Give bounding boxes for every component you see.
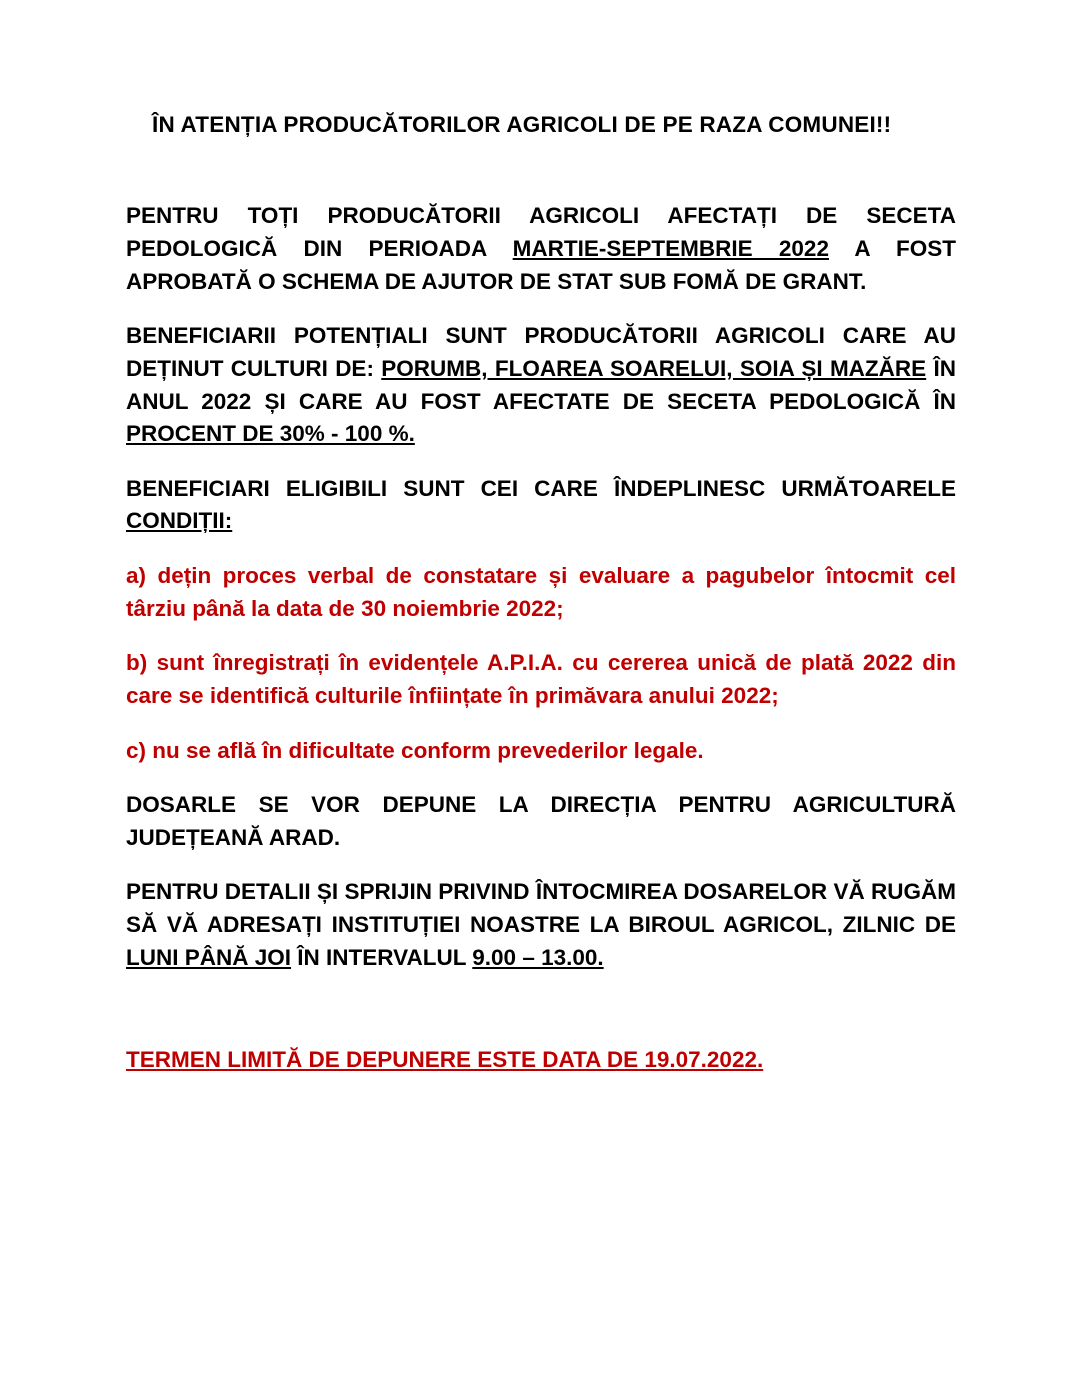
paragraph-submission-location bbox=[126, 789, 956, 854]
paragraph-condition-c bbox=[126, 735, 956, 768]
text-run: ÎN INTERVALUL bbox=[291, 944, 473, 970]
text-run-underlined: 9.00 – 13.00. bbox=[472, 944, 604, 970]
text-run-underlined: PORUMB, FLOAREA SOARELUI, SOIA ȘI MAZĂRE bbox=[381, 355, 927, 381]
text-run: PENTRU TOȚI PRODUCĂTORII AGRICOLI AFECTAȚI DE SECETA PEDOLOGICĂ DIN PERIOADA bbox=[126, 203, 956, 261]
paragraph-intro bbox=[126, 200, 956, 298]
vertical-spacer bbox=[126, 996, 956, 1044]
page-title: ÎN ATENȚIA PRODUCĂTORILOR AGRICOLI DE PE RAZA COMUNEI!! bbox=[152, 112, 892, 137]
deadline-notice: TERMEN LIMITĂ DE DEPUNERE ESTE DATA DE 19.07.2022. bbox=[126, 1047, 764, 1073]
text-run-underlined: CONDIȚII: bbox=[126, 508, 233, 534]
text-run: b) sunt înregistrați în evidențele A.P.I.A. cu cererea unică de plată 2022 din care se identifică culturile înființate în primăvara anului 2022; bbox=[126, 650, 956, 708]
text-run: A FOST APROBATĂ O SCHEMA DE AJUTOR DE STAT SUB FOMĂ DE GRANT. bbox=[126, 236, 956, 294]
text-run: c) nu se află în dificultate conform prevederilor legale. bbox=[126, 737, 704, 763]
paragraph-eligibility-header bbox=[126, 473, 956, 538]
paragraph-contact-details bbox=[126, 876, 956, 974]
text-run-underlined: LUNI PÂNĂ JOI bbox=[126, 944, 292, 970]
text-run: a) dețin proces verbal de constatare și evaluare a pagubelor întocmit cel târziu până la data de 30 noiembrie 2022; bbox=[126, 563, 956, 621]
paragraph-condition-b bbox=[126, 647, 956, 712]
text-run-underlined: PROCENT DE 30% - 100 %. bbox=[126, 421, 415, 447]
text-run: PENTRU DETALII ȘI SPRIJIN PRIVIND ÎNTOCMIREA DOSARELOR VĂ RUGĂM SĂ VĂ ADRESAȚI INSTITUȚIEI NOASTRE LA BIROUL AGRICOL, ZILNIC DE bbox=[126, 879, 956, 937]
text-run: BENEFICIARII POTENȚIALI SUNT PRODUCĂTORII AGRICOLI CARE AU DEȚINUT CULTURI DE: bbox=[126, 323, 956, 381]
paragraph-beneficiaries bbox=[126, 320, 956, 451]
text-run-underlined: MARTIE-SEPTEMBRIE 2022 bbox=[512, 236, 829, 261]
text-run: ÎN ANUL 2022 ȘI CARE AU FOST AFECTATE DE SECETA PEDOLOGICĂ ÎN bbox=[126, 355, 957, 414]
text-run: DOSARLE SE VOR DEPUNE LA DIRECȚIA PENTRU AGRICULTURĂ JUDEȚEANĂ ARAD. bbox=[126, 792, 956, 850]
document-body bbox=[126, 200, 956, 1077]
text-run: BENEFICIARI ELIGIBILI SUNT CEI CARE ÎNDEPLINESC URMĂTOARELE bbox=[126, 475, 956, 501]
paragraph-condition-a bbox=[126, 560, 956, 625]
